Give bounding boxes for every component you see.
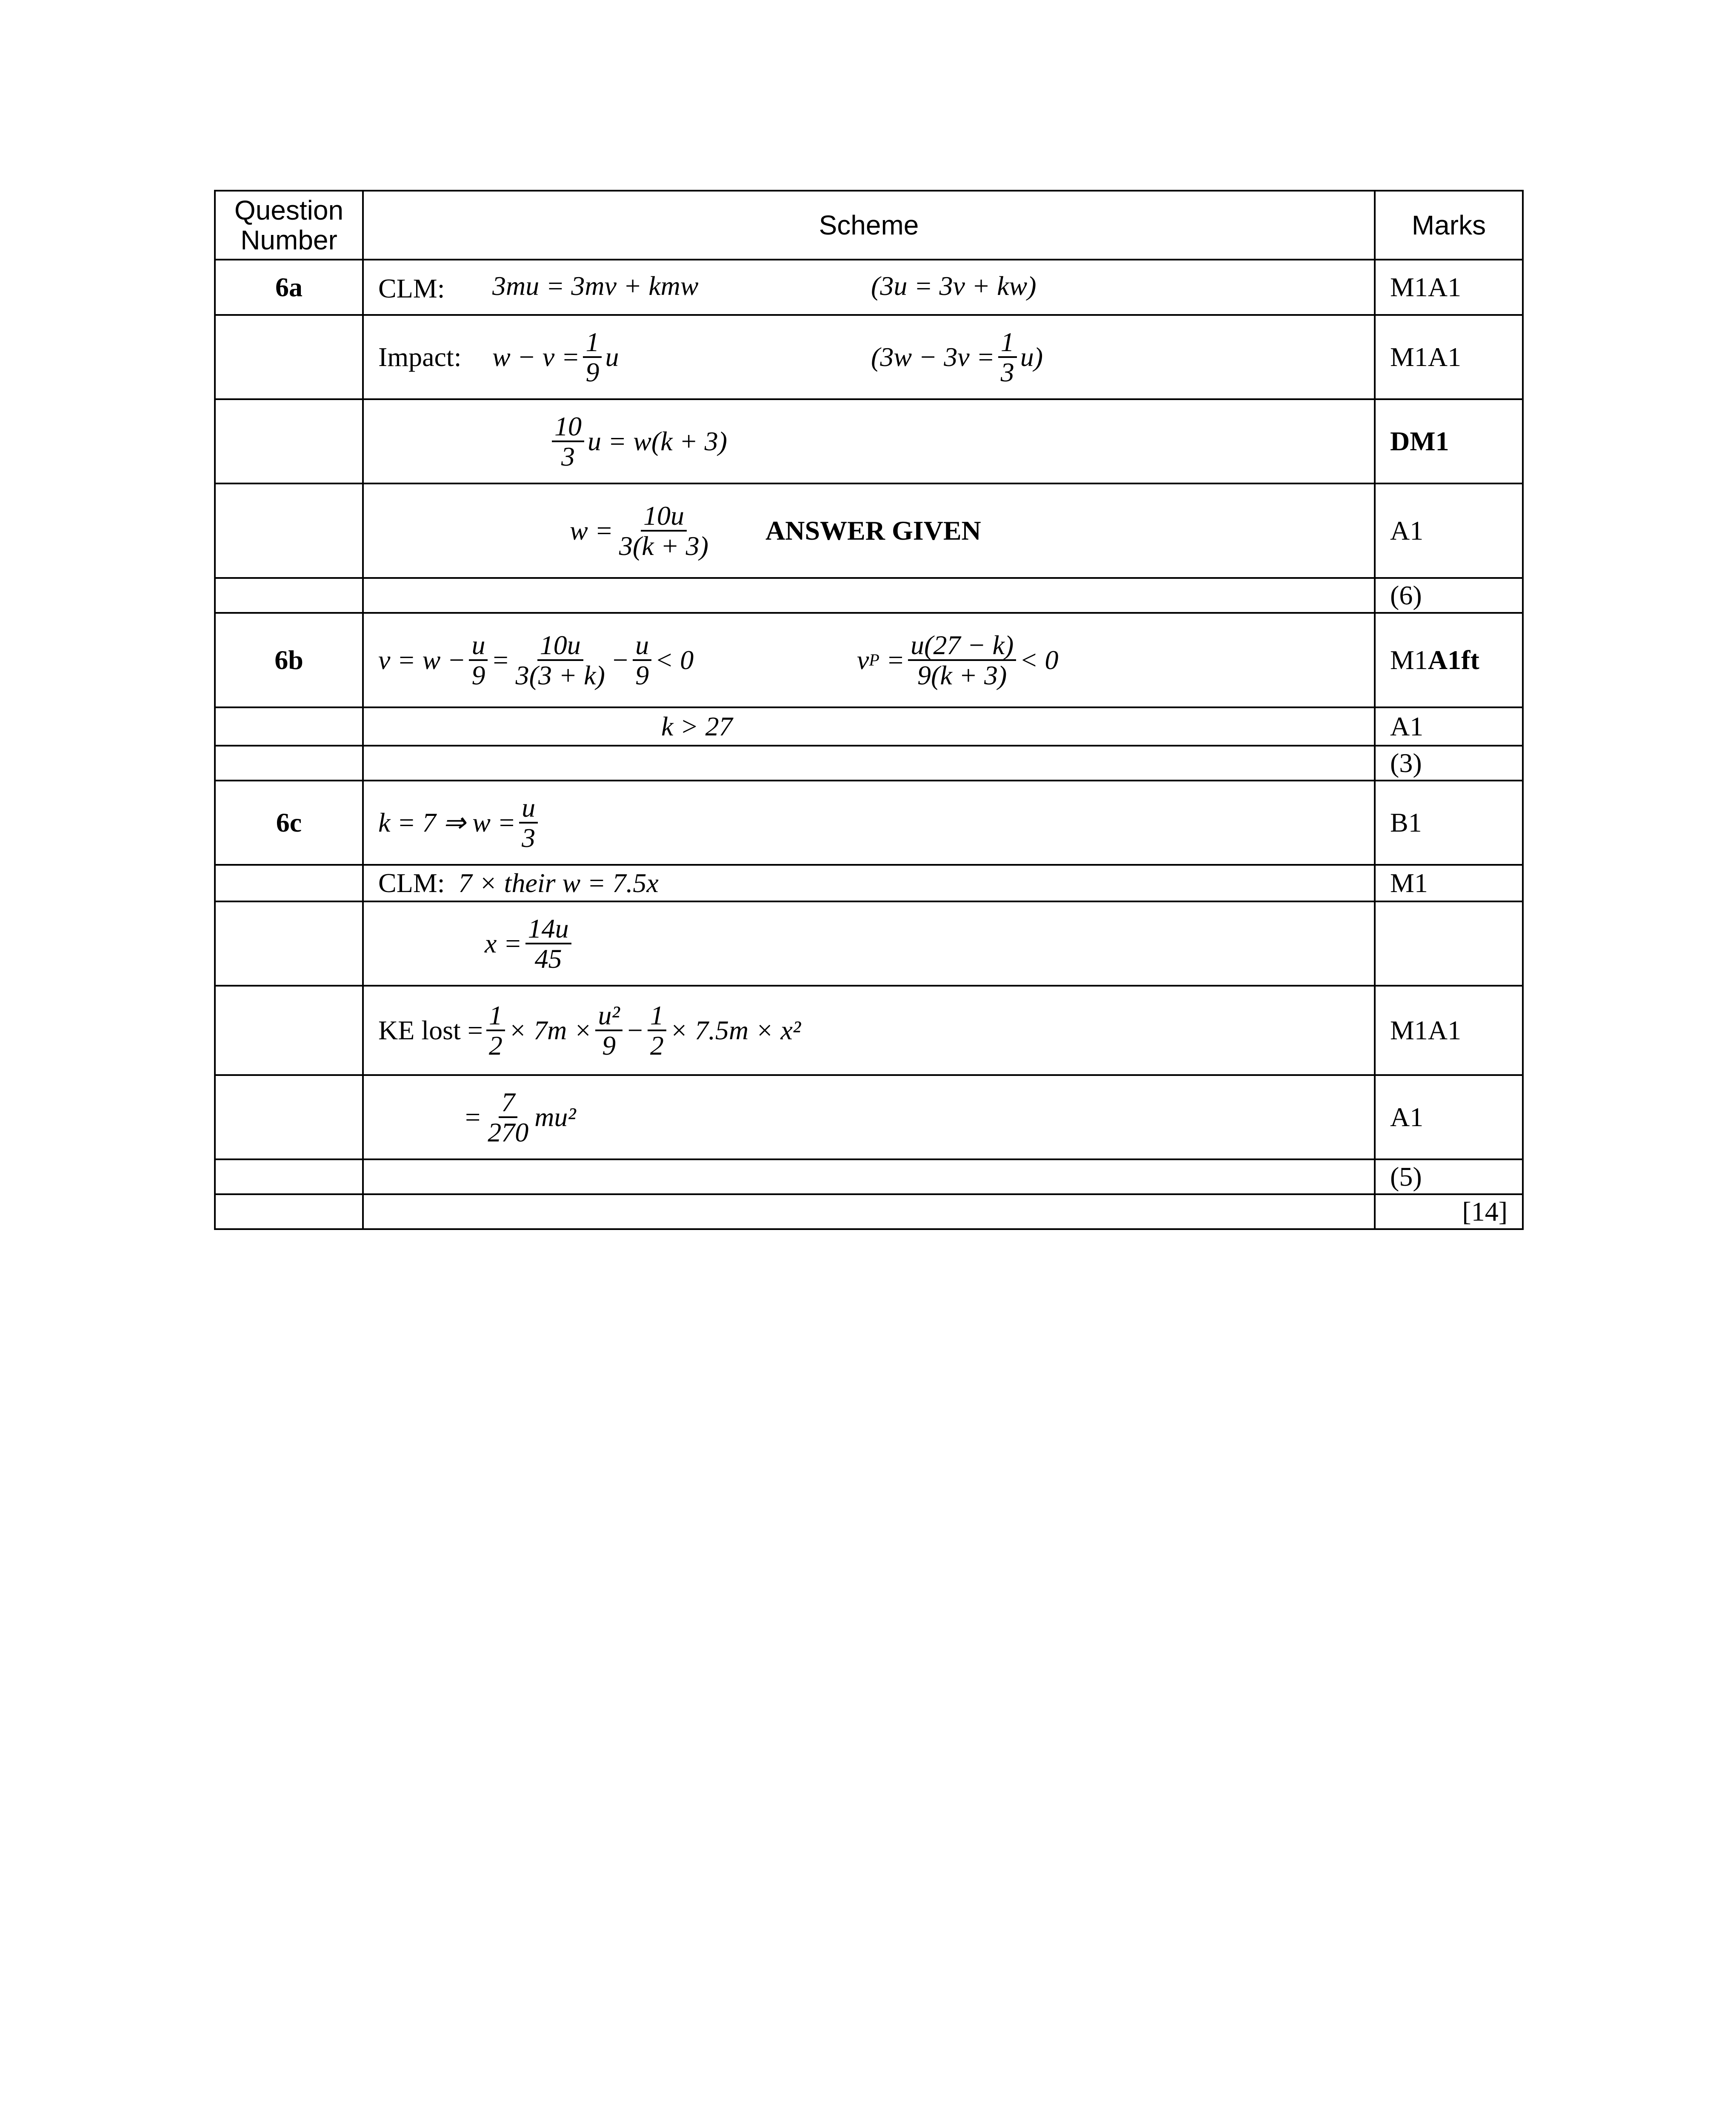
marks-cell: A1 [1375, 1075, 1523, 1159]
table-row [215, 707, 1523, 746]
mark-scheme-table [214, 190, 1524, 1230]
eq-tail: < 0 [655, 644, 694, 675]
step-label: CLM: [378, 273, 445, 303]
denominator: 9 [635, 660, 649, 690]
numerator: u(27 − k) [908, 631, 1016, 661]
fraction [648, 1001, 666, 1060]
table-row [215, 1159, 1523, 1194]
question-number-empty [215, 865, 363, 901]
denominator: 3 [1000, 357, 1014, 387]
table-row [215, 781, 1523, 865]
equation [548, 412, 727, 471]
table-row [215, 315, 1523, 399]
header-question-number: Question Number [215, 191, 363, 260]
alt-close: u) [1020, 341, 1043, 372]
marks-plain: M1 [1390, 644, 1428, 675]
scheme-cell [363, 483, 1375, 578]
denominator: 2 [488, 1030, 503, 1061]
numerator: 10u [537, 631, 583, 661]
their-word: their [504, 867, 556, 898]
eq-lhs: = [463, 1101, 482, 1132]
question-number-6c: 6c [215, 781, 363, 865]
marks-cell: M1A1 [1375, 986, 1523, 1075]
equation [485, 914, 575, 973]
fraction [525, 914, 571, 973]
marks-bold: A1ft [1428, 644, 1479, 675]
question-number-empty [215, 901, 363, 986]
fraction [617, 501, 711, 560]
fraction [513, 631, 608, 689]
scheme-cell [363, 986, 1375, 1075]
question-number-empty [215, 707, 363, 746]
fraction [633, 631, 651, 689]
scheme-cell [363, 707, 1375, 746]
question-number-empty [215, 1159, 363, 1194]
question-number-empty [215, 315, 363, 399]
alt-equation [857, 631, 1058, 689]
minus: − [611, 644, 630, 675]
numerator: u² [595, 1001, 622, 1031]
question-number-6b: 6b [215, 613, 363, 707]
equation [570, 501, 765, 560]
numerator: 1 [486, 1001, 505, 1031]
scheme-cell [363, 1194, 1375, 1229]
table-row [215, 986, 1523, 1075]
eq-part: × 7m × [508, 1015, 592, 1045]
denominator: 3(3 + k) [515, 660, 605, 690]
eq-part: × 7.5m × x² [669, 1015, 801, 1045]
equation [378, 631, 857, 689]
table-row [215, 260, 1523, 315]
eq-rhs: u = w(k + 3) [588, 426, 728, 456]
marks-cell: DM1 [1375, 399, 1523, 483]
marks-cell: A1 [1375, 707, 1523, 746]
marks-cell: B1 [1375, 781, 1523, 865]
scheme-cell [363, 315, 1375, 399]
question-number-empty [215, 1194, 363, 1229]
table-row [215, 746, 1523, 781]
fraction [519, 793, 538, 852]
denominator: 3(k + 3) [619, 531, 709, 561]
marks-cell: M1A1 [1375, 315, 1523, 399]
denominator: 3 [522, 823, 536, 853]
marks-subtotal: (3) [1375, 746, 1523, 781]
fraction [552, 412, 584, 471]
equation: k > 27 [661, 711, 733, 741]
table-row [215, 901, 1523, 986]
fraction [485, 1088, 531, 1147]
subscript: P [869, 650, 879, 669]
denominator: 3 [561, 441, 575, 472]
denominator: 45 [534, 944, 562, 974]
numerator: 1 [998, 328, 1017, 358]
marks-cell: M1 [1375, 865, 1523, 901]
step-label: KE lost = [378, 1015, 483, 1045]
question-number-empty [215, 399, 363, 483]
marks-cell: A1 [1375, 483, 1523, 578]
scheme-cell [363, 746, 1375, 781]
denominator: 9 [471, 660, 485, 690]
scheme-cell [363, 399, 1375, 483]
numerator: u [633, 631, 651, 661]
minus: − [625, 1015, 644, 1045]
question-number-empty [215, 746, 363, 781]
denominator: 9 [585, 357, 600, 387]
table-row [215, 865, 1523, 901]
table-row [215, 613, 1523, 707]
eq-part: w = 7.5x [562, 867, 659, 898]
eq-lhs: w = [570, 515, 613, 546]
table-row [215, 483, 1523, 578]
numerator: 1 [583, 328, 602, 358]
answer-given-note: ANSWER GIVEN [765, 515, 981, 546]
fraction [908, 631, 1016, 689]
question-number-empty [215, 483, 363, 578]
scheme-cell [363, 865, 1375, 901]
eq-rhs: mu² [534, 1101, 576, 1132]
fraction [469, 631, 488, 689]
equation [492, 328, 871, 386]
header-marks: Marks [1375, 191, 1523, 260]
denominator: 9(k + 3) [917, 660, 1007, 690]
scheme-cell [363, 1159, 1375, 1194]
eq-lhs: w − v = [492, 341, 580, 372]
fraction [595, 1001, 622, 1060]
question-number-empty [215, 1075, 363, 1159]
velocity-symbol: v [857, 644, 869, 675]
scheme-cell [363, 1075, 1375, 1159]
numerator: 7 [499, 1088, 517, 1118]
table-row [215, 1194, 1523, 1229]
question-number-6a: 6a [215, 260, 363, 315]
numerator: u [519, 793, 538, 824]
eq-lhs: x = [485, 928, 522, 958]
marks-subtotal: (6) [1375, 578, 1523, 613]
table-row [215, 578, 1523, 613]
equation [463, 1088, 576, 1147]
marks-subtotal: (5) [1375, 1159, 1523, 1194]
numerator: 10 [552, 412, 584, 442]
scheme-cell [363, 578, 1375, 613]
scheme-cell [363, 613, 1375, 707]
step-label: CLM: [378, 867, 445, 898]
numerator: u [469, 631, 488, 661]
alt-equation: (3u = 3v + kw) [871, 270, 1036, 301]
fraction [998, 328, 1017, 386]
eq-lhs: k = 7 ⇒ w = [378, 807, 516, 838]
denominator: 9 [602, 1030, 616, 1061]
numerator: 10u [641, 501, 687, 532]
scheme-cell [363, 260, 1375, 315]
equation [378, 1001, 801, 1060]
question-number-empty [215, 986, 363, 1075]
numerator: 1 [648, 1001, 666, 1031]
header-row [215, 191, 1523, 260]
equation [378, 793, 541, 852]
scheme-cell [363, 901, 1375, 986]
eq-lhs: v = w − [378, 644, 466, 675]
table-row [215, 399, 1523, 483]
eq-part: 7 × [458, 867, 497, 898]
scheme-cell [363, 781, 1375, 865]
fraction [486, 1001, 505, 1060]
equation: 3mu = 3mv + kmw [492, 270, 699, 301]
numerator: 14u [525, 914, 571, 944]
table-row [215, 1075, 1523, 1159]
equals: = [491, 644, 510, 675]
marks-total: [14] [1375, 1194, 1523, 1229]
eq-tail: < 0 [1019, 644, 1059, 675]
marks-cell [1375, 901, 1523, 986]
marks-cell: M1A1 [1375, 260, 1523, 315]
denominator: 270 [488, 1117, 529, 1147]
marks-cell [1375, 613, 1523, 707]
step-label: Impact: [378, 341, 462, 372]
equals: = [886, 644, 905, 675]
denominator: 2 [650, 1030, 664, 1061]
eq-rhs: u [605, 341, 619, 372]
header-scheme: Scheme [363, 191, 1375, 260]
alt-equation [871, 328, 1043, 386]
fraction [583, 328, 602, 386]
alt-open: (3w − 3v = [871, 341, 995, 372]
question-number-empty [215, 578, 363, 613]
